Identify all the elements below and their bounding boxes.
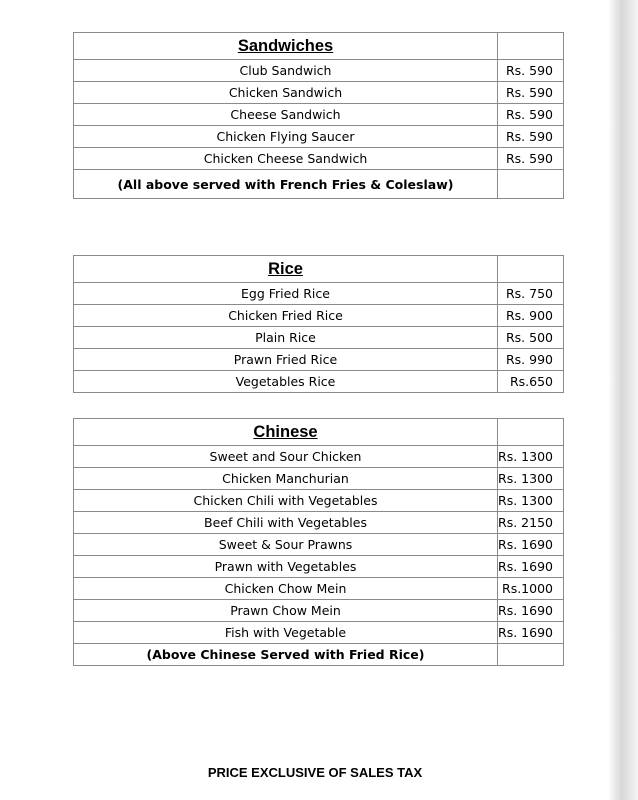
- item-price: Rs. 2150: [498, 512, 564, 534]
- section-note-row: [74, 644, 564, 666]
- menu-item-row: [74, 446, 564, 468]
- menu-item-row: [74, 305, 564, 327]
- menu-item-row: [74, 327, 564, 349]
- page-edge-shadow: [608, 0, 638, 800]
- item-name: Plain Rice: [74, 327, 498, 349]
- item-name: Chicken Sandwich: [74, 82, 498, 104]
- item-price: Rs. 1300: [498, 446, 564, 468]
- item-price: Rs. 1690: [498, 622, 564, 644]
- menu-item-row: [74, 82, 564, 104]
- section-note: (Above Chinese Served with Fried Rice): [74, 644, 498, 666]
- menu-item-row: [74, 104, 564, 126]
- menu-item-row: [74, 578, 564, 600]
- item-name: Chicken Chili with Vegetables: [74, 490, 498, 512]
- item-name: Club Sandwich: [74, 60, 498, 82]
- item-name: Vegetables Rice: [74, 371, 498, 393]
- empty-cell: [498, 256, 564, 283]
- item-name: Egg Fried Rice: [74, 283, 498, 305]
- item-price: Rs.650: [498, 371, 564, 393]
- menu-item-row: [74, 283, 564, 305]
- menu-item-row: [74, 371, 564, 393]
- section-note-row: [74, 170, 564, 199]
- item-price: Rs. 590: [498, 82, 564, 104]
- item-price: Rs. 590: [498, 104, 564, 126]
- empty-cell: [498, 33, 564, 60]
- section-title: Rice: [74, 256, 498, 283]
- menu-item-row: [74, 126, 564, 148]
- section-header: [74, 256, 564, 283]
- sales-tax-footer: PRICE EXCLUSIVE OF SALES TAX: [207, 765, 423, 780]
- item-price: Rs.1000: [498, 578, 564, 600]
- section-title: Chinese: [74, 419, 498, 446]
- item-name: Sweet and Sour Chicken: [74, 446, 498, 468]
- menu-item-row: [74, 600, 564, 622]
- item-name: Cheese Sandwich: [74, 104, 498, 126]
- menu-item-row: [74, 349, 564, 371]
- empty-cell: [498, 644, 564, 666]
- item-name: Prawn Chow Mein: [74, 600, 498, 622]
- item-name: Chicken Cheese Sandwich: [74, 148, 498, 170]
- empty-cell: [498, 419, 564, 446]
- menu-item-row: [74, 148, 564, 170]
- menu-item-row: [74, 490, 564, 512]
- menu-item-row: [74, 512, 564, 534]
- item-price: Rs. 1690: [498, 534, 564, 556]
- sandwiches-table: [73, 32, 564, 199]
- chinese-table: [73, 418, 564, 666]
- item-name: Beef Chili with Vegetables: [74, 512, 498, 534]
- section-header: [74, 33, 564, 60]
- item-name: Fish with Vegetable: [74, 622, 498, 644]
- empty-cell: [498, 170, 564, 199]
- item-price: Rs. 1690: [498, 600, 564, 622]
- item-name: Chicken Flying Saucer: [74, 126, 498, 148]
- menu-item-row: [74, 534, 564, 556]
- menu-item-row: [74, 60, 564, 82]
- item-name: Prawn Fried Rice: [74, 349, 498, 371]
- section-title: Sandwiches: [74, 33, 498, 60]
- item-price: Rs. 590: [498, 126, 564, 148]
- menu-item-row: [74, 556, 564, 578]
- item-name: Chicken Fried Rice: [74, 305, 498, 327]
- item-price: Rs. 1300: [498, 490, 564, 512]
- menu-item-row: [74, 622, 564, 644]
- item-price: Rs. 900: [498, 305, 564, 327]
- item-price: Rs. 990: [498, 349, 564, 371]
- item-price: Rs. 500: [498, 327, 564, 349]
- item-price: Rs. 1300: [498, 468, 564, 490]
- section-note: (All above served with French Fries & Coleslaw): [74, 170, 498, 199]
- item-price: Rs. 590: [498, 60, 564, 82]
- section-header: [74, 419, 564, 446]
- menu-item-row: [74, 468, 564, 490]
- item-price: Rs. 1690: [498, 556, 564, 578]
- item-name: Sweet & Sour Prawns: [74, 534, 498, 556]
- rice-table: [73, 255, 564, 393]
- item-price: Rs. 750: [498, 283, 564, 305]
- item-price: Rs. 590: [498, 148, 564, 170]
- item-name: Prawn with Vegetables: [74, 556, 498, 578]
- item-name: Chicken Chow Mein: [74, 578, 498, 600]
- item-name: Chicken Manchurian: [74, 468, 498, 490]
